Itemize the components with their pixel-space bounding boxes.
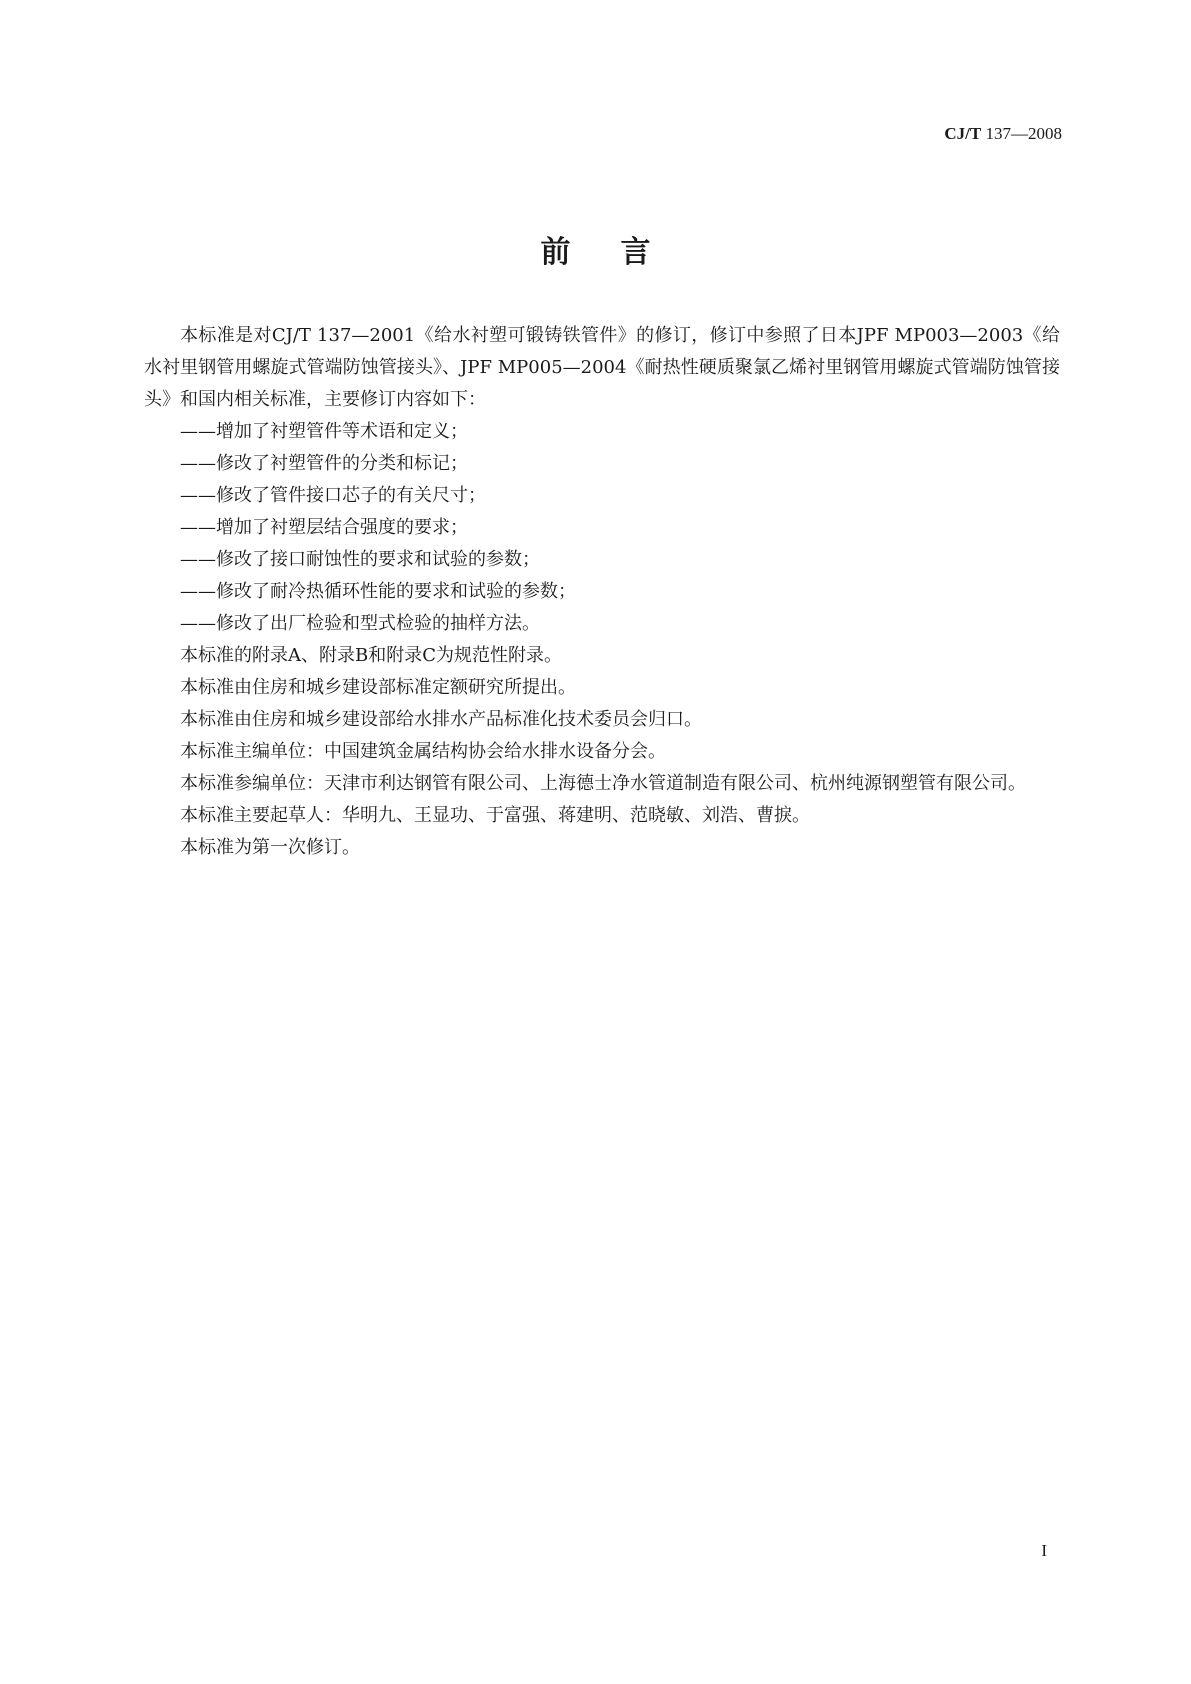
revision-item: ——修改了衬塑管件的分类和标记； bbox=[180, 453, 468, 474]
revision-item: ——修改了接口耐蚀性的要求和试验的参数； bbox=[180, 549, 540, 570]
revision-item: ——修改了出厂检验和型式检验的抽样方法。 bbox=[180, 613, 540, 634]
revision-item: ——增加了衬塑层结合强度的要求； bbox=[180, 517, 468, 538]
standard-code-header bbox=[944, 124, 1062, 144]
note-participants: 本标准参编单位：天津市利达钢管有限公司、上海德士净水管道制造有限公司、杭州纯源钢塑管有限公司。 bbox=[180, 773, 1026, 794]
note-revision: 本标准为第一次修订。 bbox=[180, 837, 360, 858]
foreword-body bbox=[144, 320, 1060, 864]
revision-item: ——增加了衬塑管件等术语和定义； bbox=[180, 421, 468, 442]
note-appendix: 本标准的附录A、附录B和附录C为规范性附录。 bbox=[180, 645, 562, 666]
standard-code: CJ/T bbox=[944, 124, 982, 143]
revision-item: ——修改了耐冷热循环性能的要求和试验的参数； bbox=[180, 581, 576, 602]
standard-number: 137—2008 bbox=[985, 124, 1062, 143]
note-chief-editor: 本标准主编单位：中国建筑金属结构协会给水排水设备分会。 bbox=[180, 741, 666, 762]
intro-paragraph: 本标准是对CJ/T 137—2001《给水衬塑可锻铸铁管件》的修订，修订中参照了日本JPF MP003—2003《给水衬里钢管用螺旋式管端防蚀管接头》、JPF MP005—2004《耐热性硬质聚氯乙烯衬里钢管用螺旋式管端防蚀管接头》和国内相关标准，主要修订内容如下： bbox=[144, 325, 1060, 410]
page-title: 前言 bbox=[540, 235, 701, 270]
note-committee: 本标准由住房和城乡建设部给水排水产品标准化技术委员会归口。 bbox=[180, 709, 702, 730]
note-proposer: 本标准由住房和城乡建设部标准定额研究所提出。 bbox=[180, 677, 576, 698]
revision-item: ——修改了管件接口芯子的有关尺寸； bbox=[180, 485, 486, 506]
page-number: I bbox=[1041, 1541, 1047, 1560]
note-drafters: 本标准主要起草人：华明九、王显功、于富强、蒋建明、范晓敏、刘浩、曹捩。 bbox=[180, 805, 810, 826]
